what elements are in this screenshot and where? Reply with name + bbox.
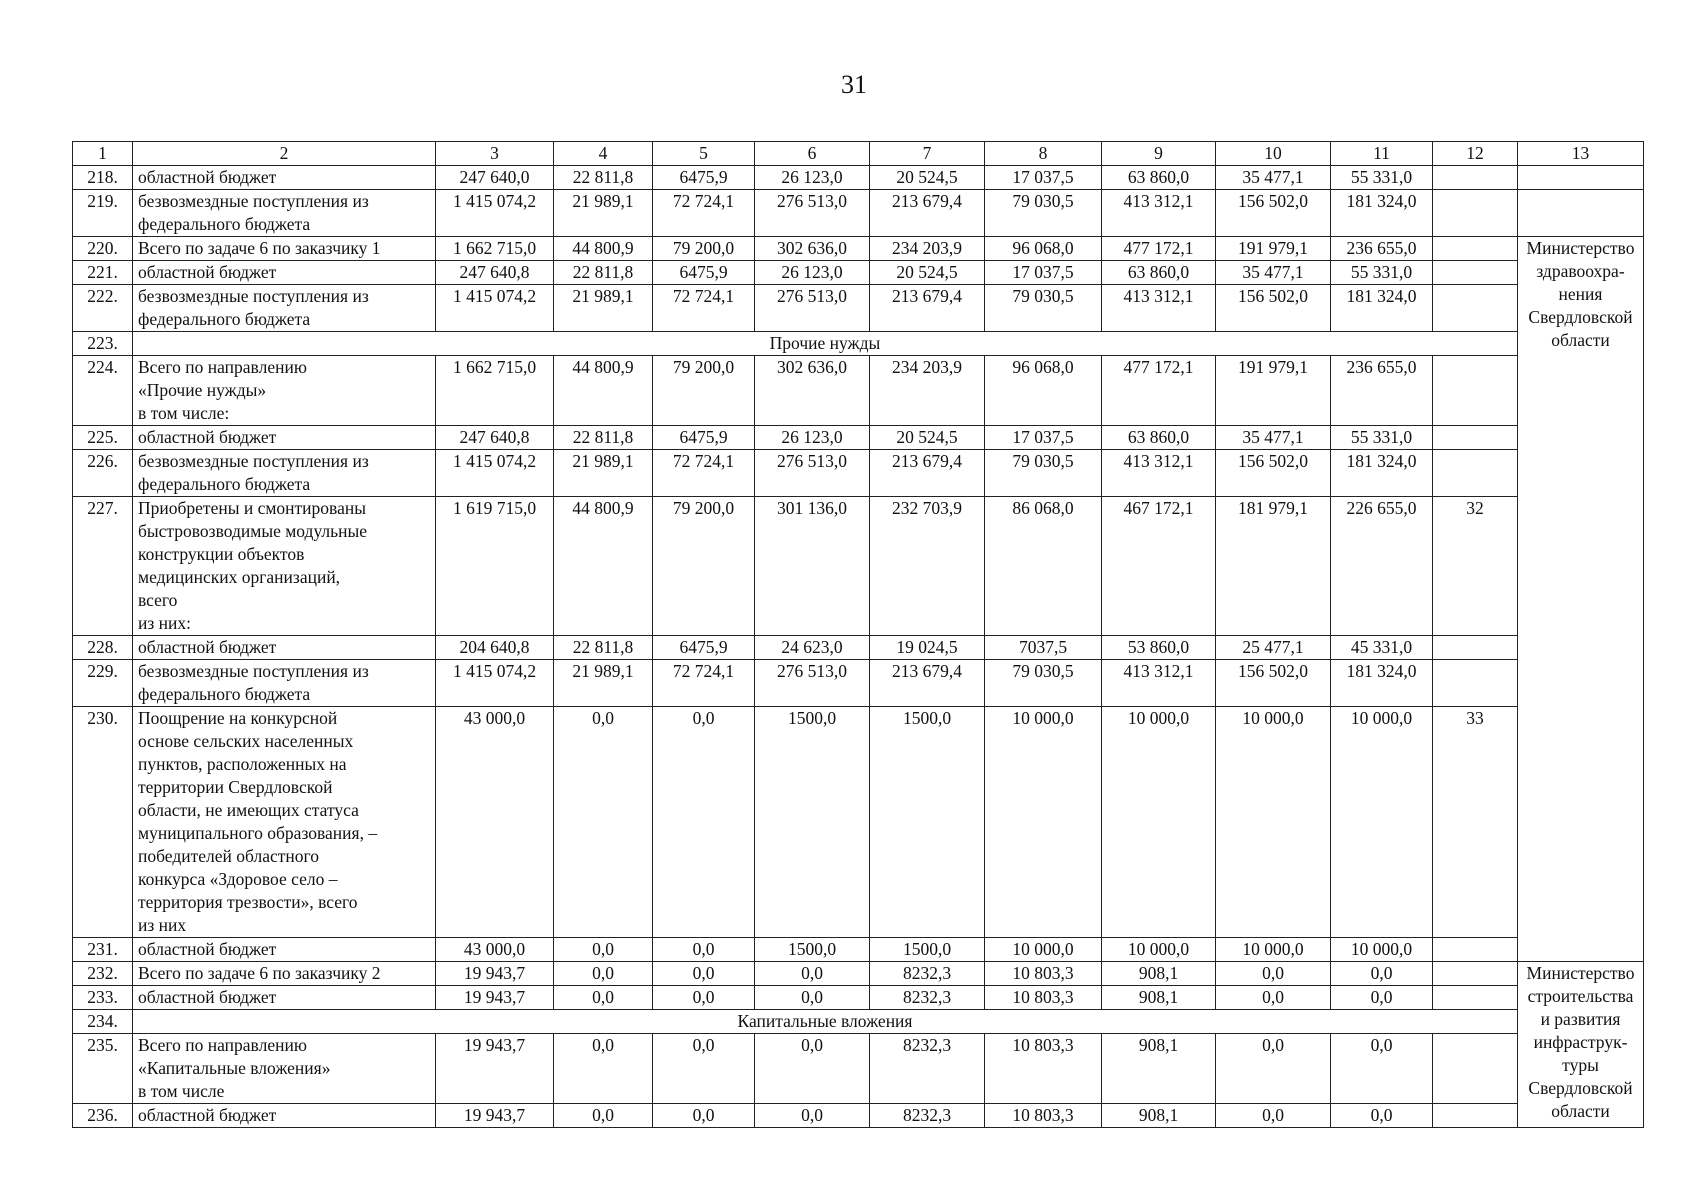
row-number: 229.	[73, 660, 133, 707]
row-description	[133, 1034, 436, 1104]
amount-cell: 467 172,1	[1102, 497, 1216, 636]
row-description	[133, 261, 436, 285]
table-row	[73, 426, 1644, 450]
amount-cell: 0,0	[653, 938, 755, 962]
description-line: областной бюджет	[138, 637, 277, 657]
amount-cell: 79 030,5	[985, 450, 1102, 497]
description-line: территории Свердловской	[138, 777, 333, 797]
column-number-header: 2	[133, 142, 436, 166]
amount-cell: 232 703,9	[870, 497, 985, 636]
amount-cell: 0,0	[1216, 1104, 1331, 1128]
table-row	[73, 938, 1644, 962]
amount-cell: 10 000,0	[1331, 938, 1433, 962]
amount-cell: 181 324,0	[1331, 450, 1433, 497]
agency-line: и развития	[1540, 1009, 1621, 1029]
column-number-header: 8	[985, 142, 1102, 166]
amount-cell: 301 136,0	[755, 497, 870, 636]
description-line: «Капитальные вложения»	[138, 1058, 331, 1078]
amount-cell: 1 415 074,2	[436, 660, 554, 707]
row-number: 235.	[73, 1034, 133, 1104]
amount-cell: 0,0	[554, 1104, 653, 1128]
agency-line: строительства	[1527, 986, 1634, 1006]
description-line: областной бюджет	[138, 427, 277, 447]
amount-cell: 35 477,1	[1216, 261, 1331, 285]
agency-line: области	[1551, 1101, 1610, 1121]
column-number-header: 7	[870, 142, 985, 166]
amount-cell: 35 477,1	[1216, 166, 1331, 190]
amount-cell: 35 477,1	[1216, 426, 1331, 450]
description-line: территория трезвости», всего	[138, 892, 358, 912]
amount-cell: 181 324,0	[1331, 285, 1433, 332]
description-line: безвозмездные поступления из	[138, 191, 369, 211]
row-number: 220.	[73, 237, 133, 261]
amount-cell: 0,0	[653, 962, 755, 986]
description-line: муниципального образования, –	[138, 823, 378, 843]
agency-line: Министерство	[1526, 963, 1635, 983]
amount-cell: 6475,9	[653, 166, 755, 190]
amount-cell: 181 979,1	[1216, 497, 1331, 636]
amount-cell: 22 811,8	[554, 636, 653, 660]
agency-line: области	[1551, 330, 1610, 350]
table-row	[73, 190, 1644, 237]
amount-cell: 10 803,3	[985, 1034, 1102, 1104]
amount-cell: 19 943,7	[436, 986, 554, 1010]
target-indicator-ref	[1433, 426, 1518, 450]
amount-cell: 276 513,0	[755, 190, 870, 237]
row-description	[133, 426, 436, 450]
description-line: из них	[138, 915, 187, 935]
amount-cell: 53 860,0	[1102, 636, 1216, 660]
description-line: быстровозводимые модульные	[138, 521, 368, 541]
amount-cell: 10 000,0	[985, 938, 1102, 962]
row-description	[133, 962, 436, 986]
description-line: федерального бюджета	[138, 309, 311, 329]
amount-cell: 1 415 074,2	[436, 190, 554, 237]
agency-line: Министерство	[1526, 238, 1635, 258]
description-line: Всего по задаче 6 по заказчику 2	[138, 963, 381, 983]
row-number: 234.	[73, 1010, 133, 1034]
amount-cell: 0,0	[653, 1104, 755, 1128]
header-row	[73, 142, 1644, 166]
amount-cell: 156 502,0	[1216, 450, 1331, 497]
amount-cell: 22 811,8	[554, 426, 653, 450]
description-line: федерального бюджета	[138, 684, 311, 704]
description-line: федерального бюджета	[138, 474, 311, 494]
amount-cell: 156 502,0	[1216, 660, 1331, 707]
amount-cell: 21 989,1	[554, 450, 653, 497]
amount-cell: 72 724,1	[653, 190, 755, 237]
amount-cell: 1500,0	[755, 938, 870, 962]
column-number-header: 1	[73, 142, 133, 166]
amount-cell: 247 640,8	[436, 426, 554, 450]
amount-cell: 0,0	[554, 938, 653, 962]
column-number-header: 9	[1102, 142, 1216, 166]
amount-cell: 0,0	[1331, 1034, 1433, 1104]
amount-cell: 0,0	[755, 1104, 870, 1128]
amount-cell: 413 312,1	[1102, 660, 1216, 707]
amount-cell: 17 037,5	[985, 261, 1102, 285]
amount-cell: 8232,3	[870, 1034, 985, 1104]
amount-cell: 79 200,0	[653, 237, 755, 261]
description-line: победителей областного	[138, 846, 319, 866]
amount-cell: 0,0	[1331, 962, 1433, 986]
amount-cell: 55 331,0	[1331, 261, 1433, 285]
description-line: областной бюджет	[138, 987, 277, 1007]
amount-cell: 156 502,0	[1216, 285, 1331, 332]
row-description	[133, 450, 436, 497]
amount-cell: 908,1	[1102, 1104, 1216, 1128]
amount-cell: 20 524,5	[870, 261, 985, 285]
amount-cell: 1 662 715,0	[436, 237, 554, 261]
description-line: медицинских организаций,	[138, 567, 341, 587]
amount-cell: 156 502,0	[1216, 190, 1331, 237]
amount-cell: 0,0	[755, 962, 870, 986]
table-row	[73, 450, 1644, 497]
description-line: безвозмездные поступления из	[138, 451, 369, 471]
row-number: 222.	[73, 285, 133, 332]
responsible-agency	[1518, 237, 1644, 962]
amount-cell: 10 803,3	[985, 962, 1102, 986]
amount-cell: 72 724,1	[653, 660, 755, 707]
row-description	[133, 166, 436, 190]
amount-cell: 213 679,4	[870, 285, 985, 332]
amount-cell: 26 123,0	[755, 426, 870, 450]
amount-cell: 1500,0	[870, 707, 985, 938]
table-row	[73, 636, 1644, 660]
responsible-agency	[1518, 962, 1644, 1128]
amount-cell: 226 655,0	[1331, 497, 1433, 636]
amount-cell: 19 943,7	[436, 962, 554, 986]
amount-cell: 25 477,1	[1216, 636, 1331, 660]
row-number: 227.	[73, 497, 133, 636]
amount-cell: 63 860,0	[1102, 426, 1216, 450]
amount-cell: 0,0	[755, 1034, 870, 1104]
amount-cell: 0,0	[554, 962, 653, 986]
table-row	[73, 1104, 1644, 1128]
description-line: федерального бюджета	[138, 214, 311, 234]
description-line: основе сельских населенных	[138, 731, 354, 751]
amount-cell: 21 989,1	[554, 190, 653, 237]
target-indicator-ref	[1433, 1104, 1518, 1128]
amount-cell: 72 724,1	[653, 285, 755, 332]
table-row	[73, 261, 1644, 285]
amount-cell: 213 679,4	[870, 660, 985, 707]
description-line: безвозмездные поступления из	[138, 286, 369, 306]
amount-cell: 477 172,1	[1102, 237, 1216, 261]
agency-line: Свердловской	[1528, 1078, 1633, 1098]
amount-cell: 79 030,5	[985, 285, 1102, 332]
amount-cell: 413 312,1	[1102, 190, 1216, 237]
amount-cell: 10 803,3	[985, 986, 1102, 1010]
description-line: безвозмездные поступления из	[138, 661, 369, 681]
agency-line: здравоохра-	[1536, 261, 1625, 281]
amount-cell: 0,0	[554, 1034, 653, 1104]
description-line: областной бюджет	[138, 262, 277, 282]
amount-cell: 0,0	[1216, 986, 1331, 1010]
amount-cell: 1500,0	[755, 707, 870, 938]
amount-cell: 6475,9	[653, 426, 755, 450]
amount-cell: 0,0	[653, 986, 755, 1010]
amount-cell: 236 655,0	[1331, 356, 1433, 426]
row-number: 223.	[73, 332, 133, 356]
target-indicator-ref	[1433, 237, 1518, 261]
description-line: Всего по задаче 6 по заказчику 1	[138, 238, 381, 258]
amount-cell: 17 037,5	[985, 426, 1102, 450]
amount-cell: 43 000,0	[436, 938, 554, 962]
amount-cell: 24 623,0	[755, 636, 870, 660]
amount-cell: 0,0	[554, 986, 653, 1010]
amount-cell: 1500,0	[870, 938, 985, 962]
amount-cell: 10 000,0	[1216, 707, 1331, 938]
amount-cell: 44 800,9	[554, 497, 653, 636]
row-description	[133, 285, 436, 332]
description-line: конструкции объектов	[138, 544, 305, 564]
amount-cell: 236 655,0	[1331, 237, 1433, 261]
row-number: 233.	[73, 986, 133, 1010]
column-number-header: 10	[1216, 142, 1331, 166]
table-row	[73, 332, 1644, 356]
amount-cell: 63 860,0	[1102, 166, 1216, 190]
agency-line: туры	[1562, 1055, 1599, 1075]
amount-cell: 6475,9	[653, 261, 755, 285]
row-description	[133, 356, 436, 426]
amount-cell: 0,0	[554, 707, 653, 938]
target-indicator-ref	[1433, 450, 1518, 497]
amount-cell: 63 860,0	[1102, 261, 1216, 285]
description-line: областной бюджет	[138, 1105, 277, 1125]
table-row	[73, 962, 1644, 986]
row-description	[133, 707, 436, 938]
amount-cell: 22 811,8	[554, 166, 653, 190]
amount-cell: 234 203,9	[870, 237, 985, 261]
description-line: «Прочие нужды»	[138, 380, 267, 400]
amount-cell: 0,0	[1216, 962, 1331, 986]
section-heading: Капитальные вложения	[133, 1010, 1518, 1034]
amount-cell: 302 636,0	[755, 356, 870, 426]
section-heading: Прочие нужды	[133, 332, 1518, 356]
table-row	[73, 1034, 1644, 1104]
page-number: 31	[841, 70, 867, 99]
amount-cell: 45 331,0	[1331, 636, 1433, 660]
amount-cell: 79 200,0	[653, 497, 755, 636]
row-number: 225.	[73, 426, 133, 450]
amount-cell: 247 640,8	[436, 261, 554, 285]
table-row	[73, 660, 1644, 707]
amount-cell: 21 989,1	[554, 660, 653, 707]
row-description	[133, 190, 436, 237]
target-indicator-ref	[1433, 285, 1518, 332]
agency-line: нения	[1558, 284, 1603, 304]
row-number: 219.	[73, 190, 133, 237]
amount-cell: 96 068,0	[985, 237, 1102, 261]
description-line: области, не имеющих статуса	[138, 800, 359, 820]
description-line: в том числе:	[138, 403, 230, 423]
amount-cell: 19 024,5	[870, 636, 985, 660]
amount-cell: 8232,3	[870, 962, 985, 986]
column-number-header: 11	[1331, 142, 1433, 166]
description-line: Поощрение на конкурсной	[138, 708, 338, 728]
amount-cell: 0,0	[1331, 1104, 1433, 1128]
amount-cell: 79 200,0	[653, 356, 755, 426]
table-row	[73, 237, 1644, 261]
amount-cell: 0,0	[653, 1034, 755, 1104]
agency-empty	[1518, 190, 1644, 237]
row-number: 236.	[73, 1104, 133, 1128]
amount-cell: 72 724,1	[653, 450, 755, 497]
amount-cell: 191 979,1	[1216, 237, 1331, 261]
row-description	[133, 660, 436, 707]
description-line: Всего по направлению	[138, 357, 307, 377]
amount-cell: 1 619 715,0	[436, 497, 554, 636]
target-indicator-ref: 32	[1433, 497, 1518, 636]
row-number: 218.	[73, 166, 133, 190]
target-indicator-ref	[1433, 190, 1518, 237]
table-row	[73, 986, 1644, 1010]
amount-cell: 20 524,5	[870, 166, 985, 190]
amount-cell: 234 203,9	[870, 356, 985, 426]
agency-line: инфраструк-	[1533, 1032, 1628, 1052]
amount-cell: 19 943,7	[436, 1034, 554, 1104]
target-indicator-ref	[1433, 636, 1518, 660]
amount-cell: 181 324,0	[1331, 190, 1433, 237]
table-row	[73, 497, 1644, 636]
table-row	[73, 285, 1644, 332]
amount-cell: 43 000,0	[436, 707, 554, 938]
amount-cell: 0,0	[1216, 1034, 1331, 1104]
amount-cell: 10 000,0	[1102, 707, 1216, 938]
target-indicator-ref	[1433, 962, 1518, 986]
table-row	[73, 166, 1644, 190]
amount-cell: 10 000,0	[985, 707, 1102, 938]
target-indicator-ref	[1433, 1034, 1518, 1104]
row-description	[133, 938, 436, 962]
description-line: из них:	[138, 613, 191, 633]
amount-cell: 302 636,0	[755, 237, 870, 261]
amount-cell: 908,1	[1102, 962, 1216, 986]
budget-table	[72, 141, 1644, 1128]
amount-cell: 96 068,0	[985, 356, 1102, 426]
amount-cell: 0,0	[755, 986, 870, 1010]
amount-cell: 413 312,1	[1102, 285, 1216, 332]
row-number: 221.	[73, 261, 133, 285]
amount-cell: 10 000,0	[1331, 707, 1433, 938]
amount-cell: 0,0	[1331, 986, 1433, 1010]
amount-cell: 8232,3	[870, 986, 985, 1010]
row-number: 232.	[73, 962, 133, 986]
description-line: Всего по направлению	[138, 1035, 307, 1055]
amount-cell: 181 324,0	[1331, 660, 1433, 707]
column-number-header: 3	[436, 142, 554, 166]
amount-cell: 21 989,1	[554, 285, 653, 332]
amount-cell: 413 312,1	[1102, 450, 1216, 497]
amount-cell: 191 979,1	[1216, 356, 1331, 426]
amount-cell: 44 800,9	[554, 356, 653, 426]
amount-cell: 1 415 074,2	[436, 285, 554, 332]
target-indicator-ref	[1433, 986, 1518, 1010]
description-line: всего	[138, 590, 178, 610]
amount-cell: 908,1	[1102, 1034, 1216, 1104]
amount-cell: 204 640,8	[436, 636, 554, 660]
column-number-header: 4	[554, 142, 653, 166]
table-row	[73, 707, 1644, 938]
amount-cell: 86 068,0	[985, 497, 1102, 636]
amount-cell: 10 803,3	[985, 1104, 1102, 1128]
row-description	[133, 497, 436, 636]
amount-cell: 19 943,7	[436, 1104, 554, 1128]
row-description	[133, 1104, 436, 1128]
target-indicator-ref	[1433, 660, 1518, 707]
column-number-header: 13	[1518, 142, 1644, 166]
amount-cell: 10 000,0	[1102, 938, 1216, 962]
table-row	[73, 356, 1644, 426]
row-number: 226.	[73, 450, 133, 497]
amount-cell: 26 123,0	[755, 261, 870, 285]
amount-cell: 79 030,5	[985, 660, 1102, 707]
description-line: областной бюджет	[138, 167, 277, 187]
target-indicator-ref	[1433, 356, 1518, 426]
amount-cell: 908,1	[1102, 986, 1216, 1010]
amount-cell: 1 415 074,2	[436, 450, 554, 497]
target-indicator-ref	[1433, 166, 1518, 190]
amount-cell: 477 172,1	[1102, 356, 1216, 426]
description-line: пунктов, расположенных на	[138, 754, 347, 774]
target-indicator-ref	[1433, 261, 1518, 285]
amount-cell: 276 513,0	[755, 285, 870, 332]
amount-cell: 213 679,4	[870, 190, 985, 237]
amount-cell: 0,0	[653, 707, 755, 938]
agency-empty	[1518, 166, 1644, 190]
amount-cell: 1 662 715,0	[436, 356, 554, 426]
target-indicator-ref: 33	[1433, 707, 1518, 938]
row-number: 228.	[73, 636, 133, 660]
amount-cell: 276 513,0	[755, 660, 870, 707]
target-indicator-ref	[1433, 938, 1518, 962]
amount-cell: 20 524,5	[870, 426, 985, 450]
amount-cell: 79 030,5	[985, 190, 1102, 237]
amount-cell: 7037,5	[985, 636, 1102, 660]
amount-cell: 247 640,0	[436, 166, 554, 190]
row-number: 231.	[73, 938, 133, 962]
row-description	[133, 237, 436, 261]
row-number: 230.	[73, 707, 133, 938]
amount-cell: 17 037,5	[985, 166, 1102, 190]
amount-cell: 8232,3	[870, 1104, 985, 1128]
amount-cell: 44 800,9	[554, 237, 653, 261]
description-line: в том числе	[138, 1081, 225, 1101]
amount-cell: 276 513,0	[755, 450, 870, 497]
amount-cell: 6475,9	[653, 636, 755, 660]
agency-line: Свердловской	[1528, 307, 1633, 327]
amount-cell: 10 000,0	[1216, 938, 1331, 962]
description-line: областной бюджет	[138, 939, 277, 959]
row-description	[133, 636, 436, 660]
amount-cell: 55 331,0	[1331, 166, 1433, 190]
amount-cell: 22 811,8	[554, 261, 653, 285]
row-number: 224.	[73, 356, 133, 426]
amount-cell: 26 123,0	[755, 166, 870, 190]
table-row	[73, 1010, 1644, 1034]
description-line: конкурса «Здоровое село –	[138, 869, 338, 889]
amount-cell: 55 331,0	[1331, 426, 1433, 450]
column-number-header: 12	[1433, 142, 1518, 166]
column-number-header: 6	[755, 142, 870, 166]
description-line: Приобретены и смонтированы	[138, 498, 366, 518]
row-description	[133, 986, 436, 1010]
column-number-header: 5	[653, 142, 755, 166]
amount-cell: 213 679,4	[870, 450, 985, 497]
